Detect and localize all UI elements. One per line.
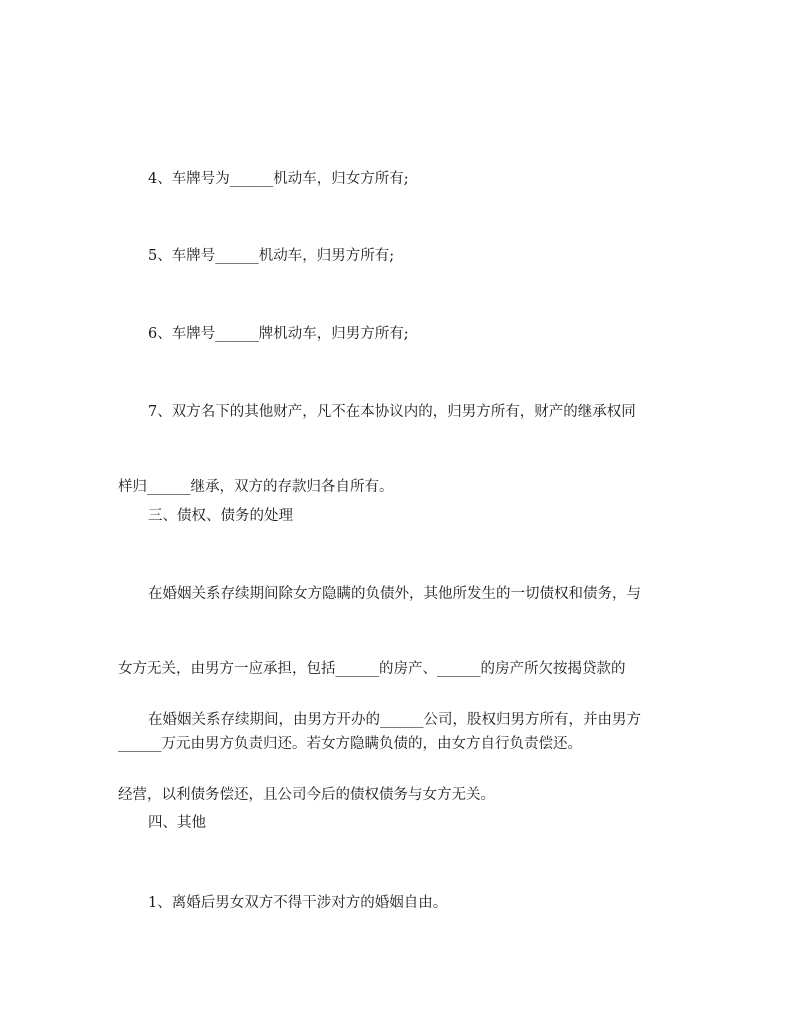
paragraph-line: 7、双方名下的其他财产，凡不在本协议内的，归男方所有，财产的继承权同 bbox=[148, 404, 636, 420]
paragraph-line: 6、车牌号______牌机动车，归男方所有; bbox=[148, 326, 409, 342]
paragraph-line: 5、车牌号______机动车，归男方所有; bbox=[148, 248, 395, 264]
paragraph-line: 女方无关，由男方一应承担，包括______的房产、______的房产所欠按揭贷款的 bbox=[118, 661, 626, 677]
paragraph-line: 4、车牌号为______机动车，归女方所有; bbox=[148, 171, 409, 187]
paragraph-line: ______万元由男方负责归还。若女方隐瞒负债的，由女方自行负责偿还。 bbox=[118, 736, 582, 752]
paragraph-line: 在婚姻关系存续期间除女方隐瞒的负债外，其他所发生的一切债权和债务，与 bbox=[148, 586, 641, 602]
paragraph-line: 样归______继承，双方的存款归各自所有。 bbox=[118, 479, 394, 495]
paragraph-line: 在婚姻关系存续期间，由男方开办的______公司，股权归男方所有，并由男方 bbox=[148, 712, 641, 728]
clause-1-marriage-freedom bbox=[118, 841, 690, 966]
section-heading: 三、债权、债务的处理 bbox=[148, 508, 293, 524]
paragraph-line: 1、离婚后男女双方不得干涉对方的婚姻自由。 bbox=[148, 895, 448, 911]
section-heading: 四、其他 bbox=[148, 815, 206, 831]
paragraph-line: 经营，以利债务偿还，且公司今后的债权债务与女方无关。 bbox=[118, 787, 495, 803]
